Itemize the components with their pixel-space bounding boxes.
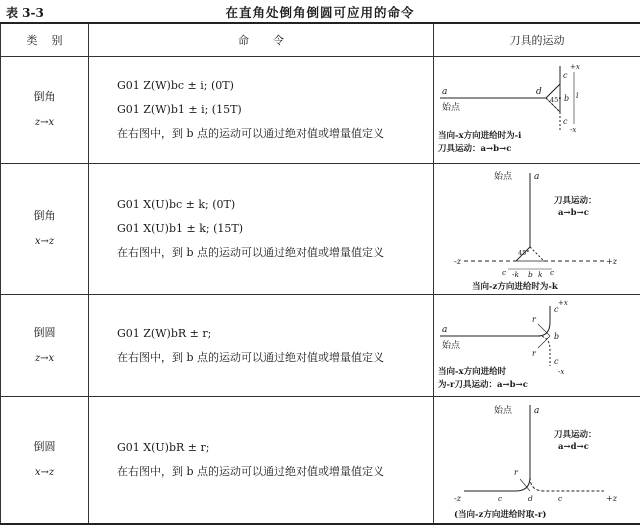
figure-note: a→d→c bbox=[558, 442, 589, 452]
mirror-arc bbox=[538, 336, 550, 366]
header-motion: 刀具的运动 bbox=[434, 23, 640, 57]
command-note: 在右图中，到 b 点的运动可以通过绝对值或增量值定义 bbox=[117, 346, 433, 370]
category-cell bbox=[1, 57, 89, 164]
chamfer-xz-diagram bbox=[434, 165, 640, 294]
category-label: 倒角 bbox=[1, 84, 88, 110]
command-line: G01 X(U)bR ± r; bbox=[117, 436, 433, 460]
table-row bbox=[1, 295, 640, 397]
command-note: 在右图中，到 b 点的运动可以通过绝对值或增量值定义 bbox=[117, 460, 433, 484]
direction-label: x→z bbox=[1, 460, 88, 486]
command-cell bbox=[89, 164, 434, 295]
command-line: G01 Z(W)bR ± r; bbox=[117, 322, 433, 346]
category-label: 倒圆 bbox=[1, 320, 88, 346]
category-label: 倒圆 bbox=[1, 434, 88, 460]
label-c-bottom: c bbox=[563, 117, 568, 126]
label-start-point: 始点 bbox=[494, 170, 513, 182]
label-minus-z: -z bbox=[454, 494, 462, 503]
mirror-line bbox=[530, 247, 544, 261]
command-note: 在右图中，到 b 点的运动可以通过绝对值或增量值定义 bbox=[117, 122, 433, 146]
label-c-right: c bbox=[558, 494, 563, 503]
label-c-top: c bbox=[554, 305, 559, 314]
category-cell bbox=[1, 295, 89, 397]
label-r: r bbox=[514, 468, 519, 477]
label-start-point: 始点 bbox=[442, 339, 461, 351]
label-b: b bbox=[528, 270, 533, 279]
label-a: a bbox=[442, 87, 447, 97]
figure-note: (当向-z方向进给时取-r) bbox=[454, 509, 546, 520]
figure-note: a→b→c bbox=[558, 208, 589, 218]
command-line: G01 Z(W)b1 ± i; (15T) bbox=[117, 98, 433, 122]
direction-label: z→x bbox=[1, 110, 88, 136]
label-plus-x: +x bbox=[558, 299, 568, 307]
category-cell bbox=[1, 164, 89, 295]
label-c-bottom: c bbox=[554, 357, 559, 366]
round-xz-diagram bbox=[434, 397, 640, 523]
label-b: b bbox=[564, 94, 569, 103]
label-plus-z: +z bbox=[606, 257, 618, 266]
figure-note: 刀具运动： bbox=[554, 429, 597, 440]
table-row bbox=[1, 397, 640, 525]
command-table bbox=[0, 22, 640, 525]
label-start-point: 始点 bbox=[494, 404, 513, 416]
label-b: b bbox=[554, 332, 559, 341]
direction-label: x→z bbox=[1, 229, 88, 255]
label-minus-z: -z bbox=[454, 257, 462, 266]
table-row bbox=[1, 164, 640, 295]
label-minus-k: -k bbox=[512, 270, 520, 279]
motion-figure-cell bbox=[434, 57, 640, 164]
motion-figure-cell bbox=[434, 164, 640, 295]
table-title: 在直角处倒角倒圆可应用的命令 bbox=[0, 3, 640, 21]
header-command: 命令 bbox=[89, 23, 434, 57]
mirror-arc bbox=[530, 477, 604, 491]
label-a: a bbox=[534, 172, 539, 182]
motion-figure-cell bbox=[434, 397, 640, 525]
label-start-point: 始点 bbox=[442, 101, 461, 113]
label-i: i bbox=[576, 91, 579, 100]
label-c-right: c bbox=[550, 268, 555, 277]
label-d: d bbox=[536, 87, 542, 97]
label-k: k bbox=[538, 270, 543, 279]
figure-note: 当向-x方向进给时 bbox=[438, 366, 507, 377]
label-plus-z: +z bbox=[606, 494, 618, 503]
label-r-bottom: r bbox=[532, 349, 537, 358]
round-arc bbox=[538, 306, 550, 336]
category-cell bbox=[1, 397, 89, 525]
command-line: G01 X(U)bc ± k; (0T) bbox=[117, 193, 433, 217]
label-minus-x: -x bbox=[558, 368, 564, 376]
label-d: d bbox=[528, 494, 533, 503]
label-c-top: c bbox=[563, 71, 568, 80]
command-cell bbox=[89, 57, 434, 164]
label-r-top: r bbox=[532, 315, 537, 324]
label-minus-x: -x bbox=[570, 126, 576, 134]
label-angle: 45° bbox=[550, 96, 562, 104]
label-c-left: c bbox=[502, 268, 507, 277]
figure-note: 当向-z方向进给时为-k bbox=[472, 281, 559, 292]
header-category: 类别 bbox=[1, 23, 89, 57]
figure-note: 刀具运动： bbox=[554, 195, 597, 206]
label-a: a bbox=[442, 325, 447, 335]
round-zx-diagram bbox=[434, 296, 640, 396]
command-line: G01 Z(W)bc ± i; (0T) bbox=[117, 74, 433, 98]
label-a: a bbox=[534, 406, 539, 416]
command-note: 在右图中，到 b 点的运动可以通过绝对值或增量值定义 bbox=[117, 241, 433, 265]
command-cell bbox=[89, 295, 434, 397]
command-cell bbox=[89, 397, 434, 525]
figure-note: 为-r刀具运动：a→b→c bbox=[438, 379, 528, 390]
table-row bbox=[1, 57, 640, 164]
category-label: 倒角 bbox=[1, 203, 88, 229]
figure-note: 当向-x方向进给时为-i bbox=[438, 130, 522, 141]
header-row bbox=[1, 23, 640, 57]
label-angle: 45° bbox=[518, 249, 530, 257]
chamfer-zx-diagram bbox=[434, 58, 640, 163]
label-c-left: c bbox=[498, 494, 503, 503]
table-caption bbox=[0, 0, 640, 22]
figure-note: 刀具运动：a→b→c bbox=[438, 143, 511, 154]
label-plus-x: +x bbox=[570, 63, 580, 71]
motion-figure-cell bbox=[434, 295, 640, 397]
direction-label: z→x bbox=[1, 346, 88, 372]
table-number: 表 3-3 bbox=[6, 4, 44, 21]
command-line: G01 X(U)b1 ± k; (15T) bbox=[117, 217, 433, 241]
